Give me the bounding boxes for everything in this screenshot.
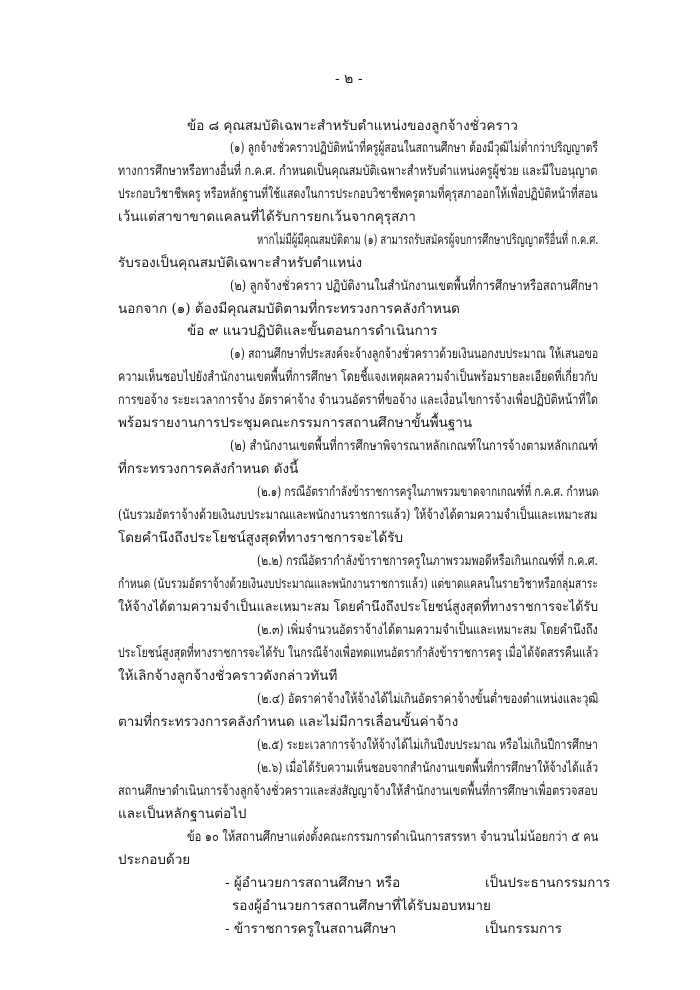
paragraph-line: (๒) ลูกจ้างชั่วคราว ปฏิบัติงานในสำนักงานเขตพื้นที่การศึกษาหรือสถานศึกษา [230, 278, 599, 294]
paragraph-line: (๑) สถานศึกษาที่ประสงค์จะจ้างลูกจ้างชั่วคราวด้วยเงินนอกงบประมาณ ให้เสนอขอ [230, 346, 599, 362]
paragraph-line: หากไม่มีผู้มีคุณสมบัติตาม (๑) สามารถรับสมัครผู้จบการศึกษาปริญญาตรีอื่นที่ ก.ค.ศ. [257, 232, 599, 248]
paragraph-line: พร้อมรายงานการประชุมคณะกรรมการสถานศึกษาขั้นพื้นฐาน [118, 415, 473, 431]
paragraph-line: ประกอบด้วย [118, 852, 191, 868]
committee-member-line: รองผู้อำนวยการสถานศึกษาที่ได้รับมอบหมาย [232, 898, 491, 914]
paragraph-line: เว้นแต่สาขาขาดแคลนที่ได้รับการยกเว้นจากคุรุสภา [118, 209, 416, 225]
committee-role: เป็นกรรมการ [485, 921, 562, 937]
paragraph-line: (๒.๔) อัตราค่าจ้างให้จ้างได้ไม่เกินอัตราค่าจ้างขั้นต่ำของตำแหน่งและวุฒิ [257, 691, 599, 707]
paragraph-line: (๒.๑) กรณีอัตรากำลังข้าราชการครูในภาพรวมขาดจากเกณฑ์ที่ ก.ค.ศ. กำหนด [257, 484, 599, 500]
paragraph-line: นอกจาก (๑) ต้องมีคุณสมบัติตามที่กระทรวงการคลังกำหนด [118, 301, 460, 317]
paragraph-line: และเป็นหลักฐานต่อไป [118, 806, 247, 822]
paragraph-line: ให้เลิกจ้างลูกจ้างชั่วคราวดังกล่าวทันที [118, 668, 338, 684]
committee-member-line: - ผู้อำนวยการสถานศึกษา หรือ [225, 875, 401, 891]
paragraph-line: สถานศึกษาดำเนินการจ้างลูกจ้างชั่วคราวและส่งสัญญาจ้างให้สำนักงานเขตพื้นที่การศึกษาเพื่อตรวจสอบ [118, 783, 598, 799]
paragraph-line: กำหนด (นับรวมอัตราจ้างด้วยเงินงบประมาณและพนักงานราชการแล้ว) แต่ขาดแคลนในรายวิชาหรือกลุ่มสาระ [118, 576, 598, 592]
paragraph-line: (๒.๒) กรณีอัตรากำลังข้าราชการครูในภาพรวมพอดีหรือเกินเกณฑ์ที่ ก.ค.ศ. [257, 553, 598, 569]
paragraph-line: ทางการศึกษาหรือทางอื่นที่ ก.ค.ศ. กำหนดเป็นคุณสมบัติเฉพาะสำหรับตำแหน่งครูผู้ช่วย และมีใบอนุญาต [118, 163, 598, 179]
clause-10-heading: ข้อ ๑๐ ให้สถานศึกษาแต่งตั้งคณะกรรมการดำเนินการสรรหา จำนวนไม่น้อยกว่า ๕ คน [187, 829, 599, 845]
paragraph-line: ประกอบวิชาชีพครู หรือหลักฐานที่ใช้แสดงในการประกอบวิชาชีพครูตามที่คุรุสภาออกให้เพื่อปฏิบัติหน้าที่สอน [118, 186, 598, 202]
page-number: - ๒ - [335, 71, 363, 87]
paragraph-line: (๒.๖) เมื่อได้รับความเห็นชอบจากสำนักงานเขตพื้นที่การศึกษาให้จ้างได้แล้ว [257, 760, 599, 776]
clause-8-heading: ข้อ ๘ คุณสมบัติเฉพาะสำหรับตำแหน่งของลูกจ้างชั่วคราว [187, 118, 518, 134]
paragraph-line: โดยคำนึงถึงประโยชน์สูงสุดที่ทางราชการจะได้รับ [118, 530, 404, 546]
paragraph-line: ความเห็นชอบไปยังสำนักงานเขตพื้นที่การศึกษา โดยชี้แจงเหตุผลความจำเป็นพร้อมรายละเอียดที่เกี่ยวกับ [118, 369, 598, 385]
paragraph-line: ตามที่กระทรวงการคลังกำหนด และไม่มีการเลื่อนขั้นค่าจ้าง [118, 714, 459, 730]
committee-role: เป็นประธานกรรมการ [485, 875, 611, 891]
paragraph-line: ประโยชน์สูงสุดที่ทางราชการจะได้รับ ในกรณีจ้างเพื่อทดแทนอัตรากำลังข้าราชการครู เมื่อได้จัดสรรคืนแล้ว [118, 645, 599, 661]
paragraph-line: รับรองเป็นคุณสมบัติเฉพาะสำหรับตำแหน่ง [118, 255, 363, 271]
paragraph-line: (๒.๕) ระยะเวลาการจ้างให้จ้างได้ไม่เกินปีงบประมาณ หรือไม่เกินปีการศึกษา [257, 737, 598, 753]
paragraph-line: (๑) ลูกจ้างชั่วคราวปฏิบัติหน้าที่ครูผู้สอนในสถานศึกษา ต้องมีวุฒิไม่ต่ำกว่าปริญญาตรี [230, 140, 598, 156]
paragraph-line: ที่กระทรวงการคลังกำหนด ดังนี้ [118, 461, 299, 477]
paragraph-line: (๒) สำนักงานเขตพื้นที่การศึกษาพิจารณาหลักเกณฑ์ในการจ้างตามหลักเกณฑ์ [230, 438, 598, 454]
paragraph-line: การขอจ้าง ระยะเวลาการจ้าง อัตราค่าจ้าง จำนวนอัตราที่ขอจ้าง และเงื่อนไขการจ้างเพื่อปฏิบัติหน้าที่ใด [118, 392, 598, 408]
clause-9-heading: ข้อ ๙ แนวปฏิบัติและขั้นตอนการดำเนินการ [187, 323, 438, 339]
paragraph-line: ให้จ้างได้ตามความจำเป็นและเหมาะสม โดยคำนึงถึงประโยชน์สูงสุดที่ทางราชการจะได้รับ [118, 599, 599, 615]
committee-member-line: - ข้าราชการครูในสถานศึกษา [225, 921, 397, 937]
paragraph-line: (นับรวมอัตราจ้างด้วยเงินงบประมาณและพนักงานราชการแล้ว) ให้จ้างได้ตามความจำเป็นและเหมาะสม [118, 507, 598, 523]
paragraph-line: (๒.๓) เพิ่มจำนวนอัตราจ้างได้ตามความจำเป็นและเหมาะสม โดยคำนึงถึง [257, 622, 598, 638]
